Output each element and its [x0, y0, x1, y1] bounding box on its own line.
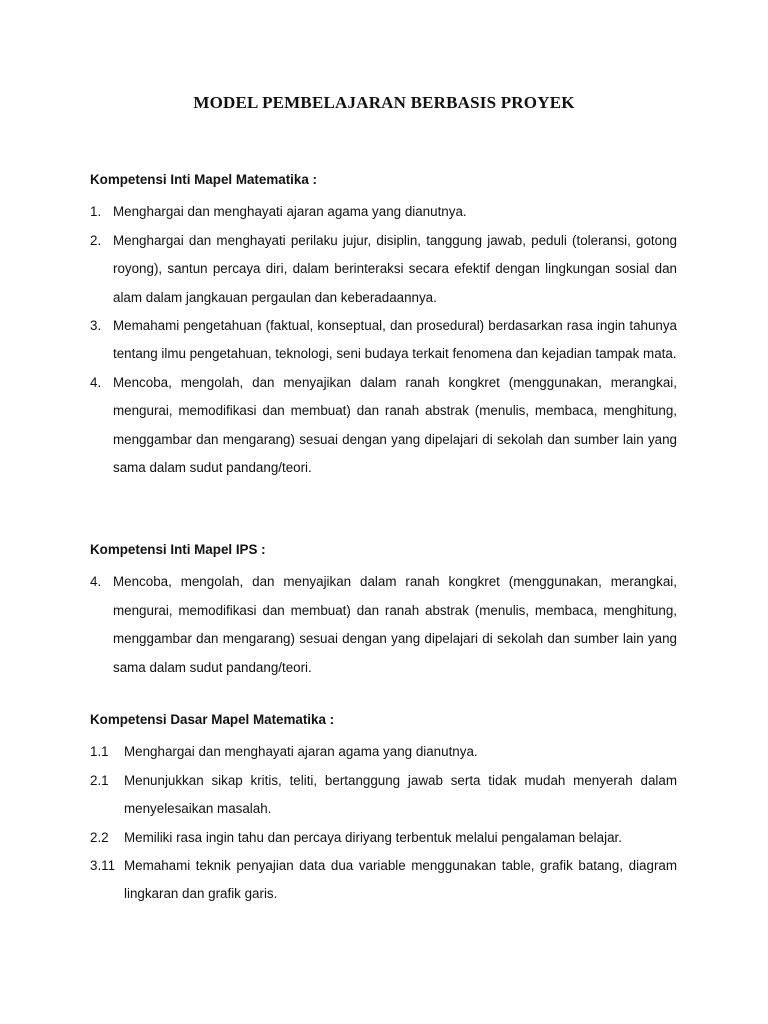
section-ki-ips — [90, 540, 677, 682]
item-text: Memahami pengetahuan (faktual, konseptual, dan prosedural) berdasarkan rasa ingin tahunya tentang ilmu pengetahuan, teknologi, seni budaya terkait fenomena dan kejadian tampak mata. — [113, 318, 677, 362]
list-item — [90, 369, 677, 483]
list-item — [90, 198, 677, 226]
item-number: 1. — [90, 204, 102, 220]
item-number: 2.2 — [90, 829, 109, 845]
item-number: 2.1 — [90, 772, 109, 788]
section-heading: Kompetensi Inti Mapel IPS : — [90, 542, 266, 557]
item-number: 4. — [90, 374, 102, 390]
list-item — [90, 312, 677, 369]
section-heading: Kompetensi Dasar Mapel Matematika : — [90, 712, 335, 727]
item-text: Mencoba, mengolah, dan menyajikan dalam ranah kongkret (menggunakan, merangkai, mengurai, memodifikasi dan membuat) dan ranah abstrak (menulis, membaca, menghitung, menggambar dan mengarang) sesuai dengan yang dipelajari di sekolah dan sumber lain yang sama dalam sudut pandang/teori. — [113, 574, 677, 675]
section-ki-matematika — [90, 170, 677, 482]
section-heading: Kompetensi Inti Mapel Matematika : — [90, 172, 317, 187]
item-text: Memahami teknik penyajian data dua variable menggunakan table, grafik batang, diagram lingkaran dan grafik garis. — [124, 858, 677, 902]
list-item — [90, 852, 677, 909]
item-number: 3.11 — [90, 858, 116, 874]
list-item — [90, 227, 677, 312]
list-item — [90, 738, 677, 766]
item-number: 2. — [90, 232, 102, 248]
item-number: 4. — [90, 574, 102, 590]
item-number: 1.1 — [90, 744, 109, 760]
list-item — [90, 568, 677, 682]
item-text: Memiliki rasa ingin tahu dan percaya diriyang terbentuk melalui pengalaman belajar. — [124, 829, 622, 845]
item-text: Menunjukkan sikap kritis, teliti, bertanggung jawab serta tidak mudah menyerah dalam menyelesaikan masalah. — [124, 772, 677, 817]
item-text: Menghargai dan menghayati perilaku jujur, disiplin, tanggung jawab, peduli (toleransi, gotong royong), santun percaya diri, dalam berinteraksi secara efektif dengan lingkungan sosial dan alam dalam jangkauan pergaulan dan keberadaannya. — [113, 232, 677, 305]
section-kd-matematika — [90, 710, 677, 909]
item-text: Menghargai dan menghayati ajaran agama yang dianutnya. — [124, 744, 478, 760]
list-item — [90, 767, 677, 824]
item-text: Mencoba, mengolah, dan menyajikan dalam ranah kongkret (menggunakan, merangkai, mengurai, memodifikasi dan membuat) dan ranah abstrak (menulis, membaca, menghitung, menggambar dan mengarang) sesuai dengan yang dipelajari di sekolah dan sumber lain yang sama dalam sudut pandang/teori. — [113, 374, 677, 476]
document-title: MODEL PEMBELAJARAN BERBASIS PROYEK — [193, 93, 575, 112]
item-text: Menghargai dan menghayati ajaran agama yang dianutnya. — [113, 204, 467, 220]
item-number: 3. — [90, 318, 102, 334]
list-item — [90, 824, 677, 852]
